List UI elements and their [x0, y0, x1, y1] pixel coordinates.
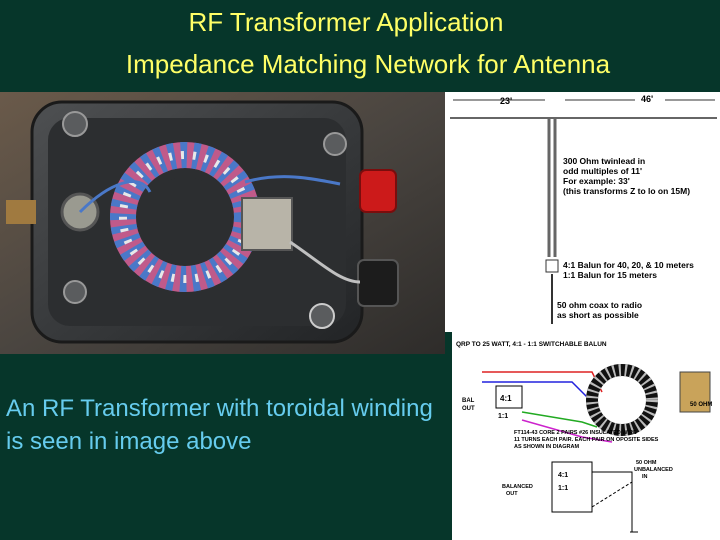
bal-out-line: BAL	[462, 398, 475, 404]
ohm50-label: 50 OHM	[690, 402, 713, 408]
coax-note-line: as short as possible	[557, 310, 639, 320]
twinlead-note-line: For example: 33'	[563, 176, 630, 186]
twinlead-note-line: odd multiples of 11'	[563, 166, 643, 176]
slide-title-line1: RF Transformer Application	[188, 7, 504, 37]
antenna-diagram	[445, 92, 720, 332]
balun-note	[563, 260, 696, 280]
unbalanced-line: IN	[642, 474, 648, 480]
core-note-line: AS SHOWN IN DIAGRAM	[514, 444, 580, 450]
photo-caption: An RF Transformer with toroidal winding is seen in image above	[6, 395, 433, 455]
balanced-out-line: BALANCED	[502, 484, 533, 490]
balun-note-line: 1:1 Balun for 15 meters	[563, 270, 658, 280]
unbalanced-line: UNBALANCED	[634, 467, 673, 473]
balanced-out-line: OUT	[506, 491, 518, 497]
left-length-label: 23'	[500, 96, 513, 106]
unbalanced-label	[634, 460, 674, 480]
core-note-line: 11 TURNS EACH PAIR. EACH PAIR ON OPOSITE SIDES	[514, 437, 659, 443]
coax-note	[557, 300, 644, 320]
rf-transformer-photo	[0, 92, 445, 354]
twinlead-note-line: 300 Ohm twinlead in	[563, 156, 646, 166]
coax-note-line: 50 ohm coax to radio	[557, 300, 643, 310]
twinlead-note	[563, 156, 690, 196]
twinlead-note-line: (this transforms Z to lo on 15M)	[563, 186, 691, 196]
right-length-label: 46'	[641, 94, 654, 104]
lower-41-label: 4:1	[558, 472, 569, 479]
core-note	[514, 430, 660, 450]
balanced-out-label	[502, 484, 534, 497]
bal-out-line: OUT	[462, 406, 475, 412]
balun-schematic	[452, 332, 720, 540]
switch-11-label: 1:1	[498, 413, 509, 420]
schematic-title: QRP TO 25 WATT, 4:1 - 1:1 SWITCHABLE BALUN	[456, 341, 607, 348]
switch-41-label: 4:1	[500, 394, 512, 403]
bal-out-label	[462, 398, 476, 412]
balun-note-line: 4:1 Balun for 40, 20, & 10 meters	[563, 260, 694, 270]
lower-11-label: 1:1	[558, 485, 569, 492]
unbalanced-line: 50 OHM	[636, 460, 657, 466]
slide-title-line2: Impedance Matching Network for Antenna	[125, 49, 611, 79]
core-note-line: FT114-43 CORE 2 PAIRS #26 INSULATED WIRE	[514, 430, 637, 436]
